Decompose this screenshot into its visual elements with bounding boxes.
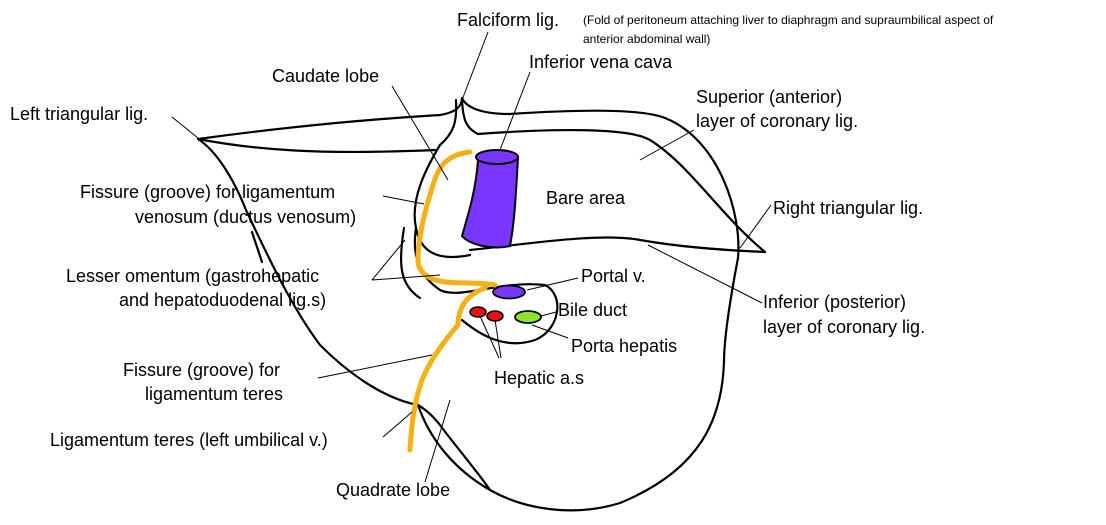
leader-lines <box>172 32 771 482</box>
label-superior-coronary-line1: Superior (anterior) <box>696 87 843 107</box>
label-inferior-vena-cava: Inferior vena cava <box>529 52 673 72</box>
leader-superior-coronary <box>640 130 694 160</box>
label-falciform-note-line2: anterior abdominal wall) <box>583 32 711 46</box>
label-inferior-coronary-line2: layer of coronary lig. <box>763 317 926 337</box>
label-hepatic-arteries: Hepatic a.s <box>494 368 585 388</box>
leader-caudate-lobe <box>392 86 448 180</box>
leader-bile-duct <box>541 312 556 316</box>
leader-inferior-coronary <box>648 245 762 303</box>
label-porta-hepatis: Porta hepatis <box>571 336 678 356</box>
label-left-triangular: Left triangular lig. <box>10 104 149 124</box>
left-lobe-notch <box>252 232 262 262</box>
label-falciform: Falciform lig. <box>457 10 560 30</box>
falciform-ligament-left-fold <box>440 100 456 145</box>
vessels <box>462 150 541 323</box>
label-fissure-teres-line1: Fissure (groove) for <box>123 360 281 380</box>
quadrate-lobe-contour <box>418 405 490 490</box>
label-lesser-omentum-line2: and hepatoduodenal lig.s) <box>119 290 327 310</box>
hepatic-artery-left <box>470 307 486 317</box>
label-superior-coronary-line2: layer of coronary lig. <box>696 111 859 131</box>
label-fissure-venosum-line1: Fissure (groove) for ligamentum <box>80 182 336 202</box>
label-fissure-teres-line2: ligamentum teres <box>145 384 284 404</box>
labels <box>10 10 994 500</box>
falciform-ligament-right-fold <box>462 100 478 134</box>
label-bile-duct: Bile duct <box>558 300 628 320</box>
bile-duct-shape <box>515 311 541 323</box>
label-lesser-omentum-line1: Lesser omentum (gastrohepatic <box>66 266 320 286</box>
label-fissure-venosum-line2: venosum (ductus venosum) <box>135 207 357 227</box>
label-falciform-note-line1: (Fold of peritoneum attaching liver to diaphragm and supraumbilical aspect of <box>583 13 994 27</box>
inferior-vena-cava-top <box>476 150 518 164</box>
inferior-coronary-ligament-line <box>470 237 765 252</box>
label-bare-area: Bare area <box>546 188 626 208</box>
leader-hepatic-a-left <box>480 316 499 358</box>
leader-ligamentum-teres <box>383 412 412 437</box>
label-quadrate-lobe: Quadrate lobe <box>336 480 451 500</box>
leader-ivc <box>500 72 530 150</box>
label-inferior-coronary-line1: Inferior (posterior) <box>763 292 907 312</box>
hepatic-artery-right <box>487 311 503 321</box>
label-right-triangular: Right triangular lig. <box>773 198 924 218</box>
leader-right-triangular <box>740 205 771 248</box>
label-caudate-lobe: Caudate lobe <box>272 66 380 86</box>
label-ligamentum-teres: Ligamentum teres (left umbilical v.) <box>50 430 328 450</box>
portal-vein-shape <box>493 286 525 299</box>
leader-falciform <box>462 32 488 100</box>
left-triangular-ligament-edge <box>198 139 435 152</box>
label-portal-v: Portal v. <box>581 266 646 286</box>
leader-left-triangular <box>172 117 198 138</box>
inferior-vena-cava-shape <box>462 158 518 247</box>
